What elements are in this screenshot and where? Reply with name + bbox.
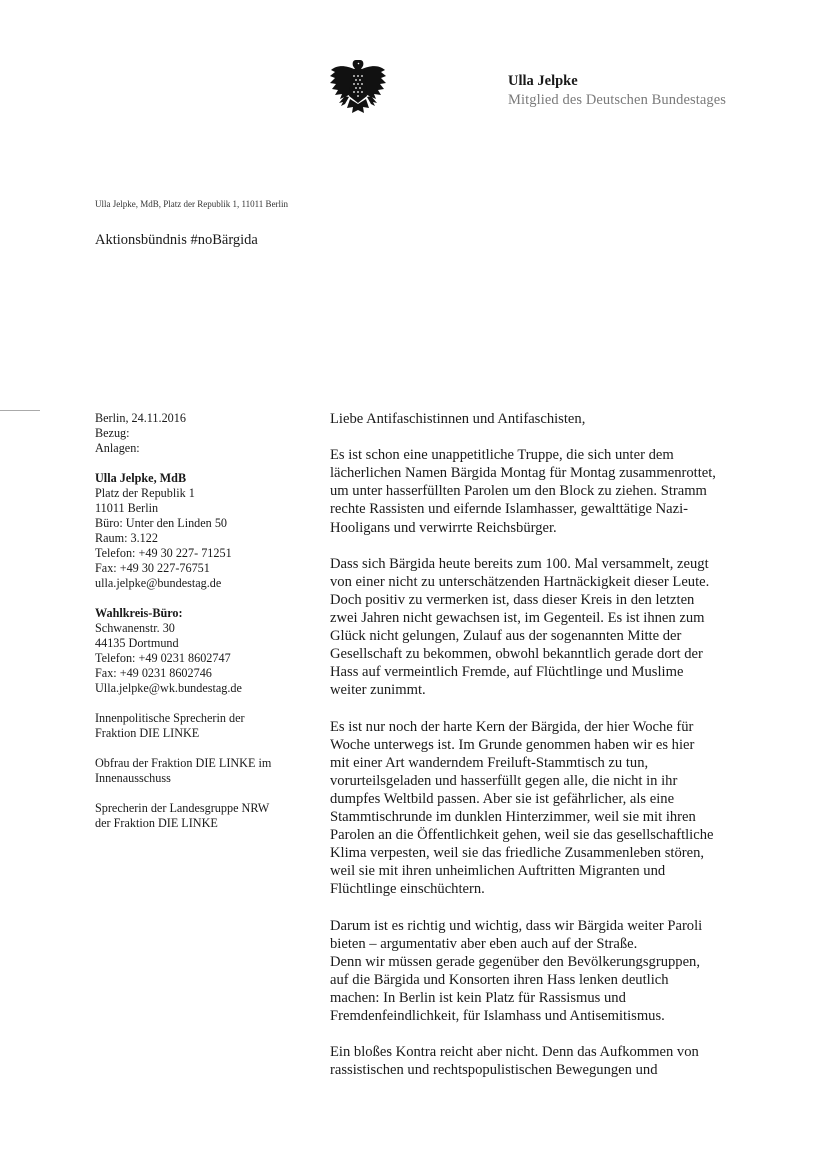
body-line: machen: In Berlin ist kein Platz für Rassismus und [330, 990, 626, 1006]
wk-address-line: Schwanenstr. 30 [95, 621, 175, 635]
body-line: weiter zunimmt. [330, 682, 426, 699]
bundestag-eagle-logo [329, 56, 387, 118]
body-line: rechte Rassisten und eifernde Islamhasser, gewalttätige Nazi- [330, 501, 689, 518]
recipient: Aktionsbündnis #noBärgida [95, 232, 258, 248]
body-line: Denn wir müssen gerade gegenüber den Bevölkerungsgruppen, [330, 953, 701, 970]
body-line: Dass sich Bärgida heute bereits zum 100. Mal versammelt, zeugt [330, 555, 709, 572]
role-line: Innenausschuss [95, 771, 171, 785]
role-line: der Fraktion DIE LINKE [95, 816, 218, 830]
office-fax: Fax: +49 30 227-76751 [95, 561, 210, 575]
body-line: Fremdenfeindlichkeit, für Islamhass und Antisemitismus. [330, 1008, 665, 1025]
body-line: Ein bloßes Kontra reicht aber nicht. Denn das Aufkommen von [330, 1044, 699, 1061]
body-line: vorurteilsgeladen und hasserfüllt gegen alle, die nicht in ihr [330, 772, 678, 789]
body-line: Stammtischrunde im dunklen Hinterzimmer, weil sie mit ihren [330, 809, 696, 826]
fold-mark [0, 410, 40, 411]
body-line: Klima verpesten, weil sie das friedliche Zusammenleben stören, [330, 845, 705, 862]
office-address-line: 11011 Berlin [95, 501, 159, 515]
office-email: ulla.jelpke@bundestag.de [95, 576, 222, 590]
salutation: Liebe Antifaschistinnen und Antifaschisten, [330, 411, 586, 427]
wk-title: Wahlkreis-Büro: [95, 606, 183, 620]
body-line: rassistischen und rechtspopulistischen Bewegungen und [330, 1062, 658, 1079]
body-line: Gesellschaft zu bekommen, obwohl bekanntlich gerade dort der [330, 646, 703, 663]
wk-email: Ulla.jelpke@wk.bundestag.de [95, 681, 242, 695]
body-line: Doch positiv zu vermerken ist, dass dieser Kreis in den letzten [330, 591, 695, 608]
role-line: Sprecherin der Landesgruppe NRW [95, 801, 270, 815]
header-subtitle: Mitglied des Deutschen Bundestages [508, 92, 727, 108]
wk-address-line: 44135 Dortmund [95, 636, 179, 650]
body-line: Parolen an die Öffentlichkeit gehen, weil sie das gesellschaftliche [330, 827, 714, 844]
body-line: Flüchtlinge einschüchtern. [330, 881, 485, 898]
body-line: dumpfes Weltbild passen. Aber sie ist gefährlicher, als eine [330, 790, 675, 807]
office-title: Ulla Jelpke, MdB [95, 471, 187, 485]
body-line: Hooligans und verwirrte Reichsbürger. [330, 519, 557, 536]
office-room: Raum: 3.122 [95, 531, 158, 545]
header-name: Ulla Jelpke [508, 73, 578, 89]
body-line: um unter hasserfüllten Parolen um den Block zu ziehen. Stramm [330, 483, 707, 500]
role-line: Obfrau der Fraktion DIE LINKE im [95, 756, 272, 770]
body-line: auf die Bärgida und Konsorten ihren Hass lenken deutlich [330, 971, 669, 988]
wk-phone: Telefon: +49 0231 8602747 [95, 651, 231, 665]
date: Berlin, 24.11.2016 [95, 411, 186, 425]
office-address-line: Platz der Republik 1 [95, 486, 195, 500]
body-line: Hass auf vermeintlich Fremde, auf Flüchtlinge und Muslime [330, 664, 684, 681]
body-line: Woche unterwegs ist. Im Grunde genommen haben wir es hier [330, 736, 695, 753]
sidebar-info [95, 411, 310, 831]
body-line: bieten – argumentativ aber eben auch auf der Straße. [330, 935, 638, 952]
role-line: Fraktion DIE LINKE [95, 726, 200, 740]
bezug-label: Bezug: [95, 426, 130, 440]
office-address-line: Büro: Unter den Linden 50 [95, 516, 228, 530]
body-line: von einer nicht zu unterschätzenden Hartnäckigkeit dieser Leute. [330, 573, 710, 590]
body-line: lächerlichen Namen Bärgida Montag für Montag zusammenrottet, [330, 465, 716, 482]
sender-line: Ulla Jelpke, MdB, Platz der Republik 1, 11011 Berlin [95, 199, 289, 209]
body-line: mit einer Art wanderndem Freiluft-Stammtisch zu tun, [330, 754, 649, 771]
letter-body [330, 410, 800, 1079]
role-line: Innenpolitische Sprecherin der [95, 711, 245, 725]
body-line: Glück nicht gelungen, Zulauf aus der sogenannten Mitte der [330, 628, 682, 645]
body-line: Darum ist es richtig und wichtig, dass wir Bärgida weiter Paroli [330, 917, 703, 934]
wk-fax: Fax: +49 0231 8602746 [95, 666, 212, 680]
body-line: weil sie mit ihren unheimlichen Auftritten Migranten und [330, 863, 666, 880]
anlagen-label: Anlagen: [95, 441, 140, 455]
body-line: zwei Jahren nicht gewachsen ist, im Gegenteil. Es ist ihnen zum [330, 610, 705, 627]
body-line: Es ist nur noch der harte Kern der Bärgida, der hier Woche für [330, 718, 694, 735]
office-phone: Telefon: +49 30 227- 71251 [95, 546, 232, 560]
body-line: Es ist schon eine unappetitliche Truppe, die sich unter dem [330, 447, 674, 464]
